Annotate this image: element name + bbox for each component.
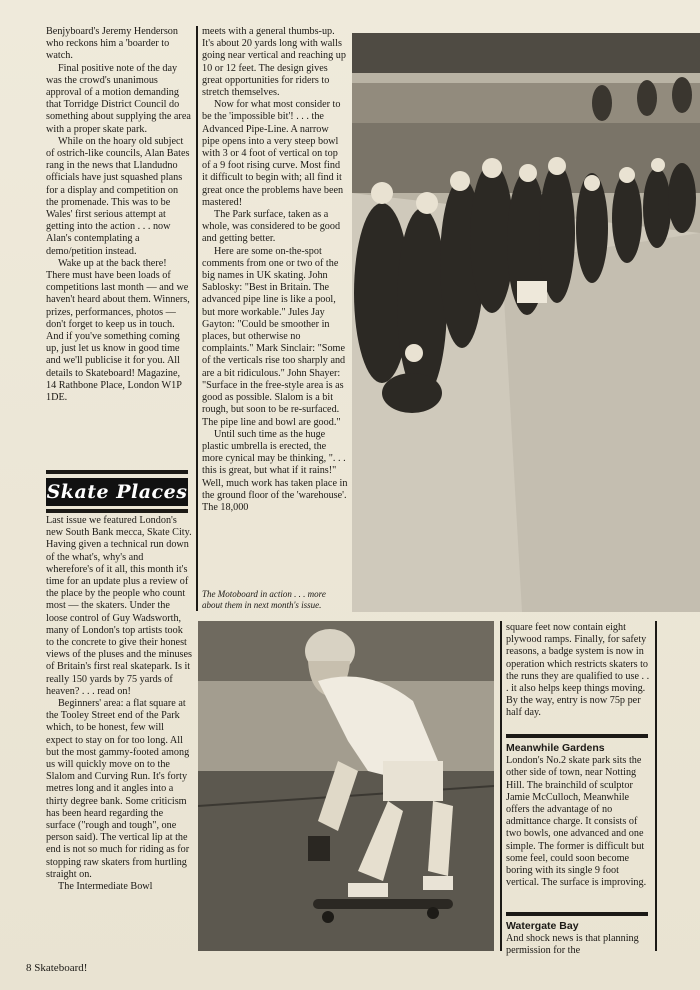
meanwhile-section [506,740,652,910]
divider-rule [46,470,188,474]
paragraph: The Intermediate Bowl [58,881,153,893]
crowd-photo-image [352,33,700,612]
column-1-bottom [46,515,192,955]
section-title-skate-places: Skate Places [46,478,188,506]
watergate-section [506,918,652,958]
paragraph: meets with a general thumbs-up. It's about 20 yards long with walls going near vertical and reaching up 10 or 12 feet. The design gives great opportunities for riders to stretch themselves. [202,26,346,99]
column-rule [655,621,657,951]
crowd-photo [352,33,700,612]
column-rule [196,26,198,611]
paragraph: Last issue we featured London's new South Bank mecca, Skate City. Having given a technical run down of the what's, why's and wherefore's of it all, this month it's time for an update plus a review of the place by the people who count most — the skaters. Under the loose control of Guy Wadsworth, many of London's top artists took to the concrete to give their honest views of the pluses and the minuses of Britain's first real skatepark. Is it really 150 yards by 75 yards of heaven? . . . read on! [46,515,192,697]
paragraph: And shock news is that planning permission for the [506,933,639,957]
column-1-top [46,26,192,468]
paragraph: Final positive note of the day was the crowd's unanimous approval of a motion demanding that Torridge District Council do something about supplying the area with a proper skate park. [46,62,191,135]
watergate-bay-title: Watergate Bay [506,920,579,932]
paragraph: Wake up at the back there! There must have been loads of competitions last month — and we haven't heard about them. Winners, prizes, performances, photos — don't forget to keep us in touch. And if you've something coming up, just let us know in good time and we'll publicise it for you. All details to Skateboard! Magazine, 14 Rathbone Place, London W1P 1DE. [46,257,190,404]
paragraph: square feet now contain eight plywood ramps. Finally, for safety reasons, a badge system is now in operation which restricts skaters to the runs they are qualified to use . . . it also helps keep things moving. By the way, entry is now 75p per half day. [506,622,650,719]
column-rule [500,621,502,951]
paragraph: While on the hoary old subject of ostrich-like councils, Alan Bates rang in the news that Llandudno officials have just squashed plans for a display and competition on the promenade. This was to be Wales' first serious attempt at getting into the action . . . now Alan's contemplating a demo/petition instead. [46,135,190,257]
divider-rule [506,734,648,738]
paragraph: Benjyboard's Jeremy Henderson who reckons him a 'boarder to watch. [46,26,178,62]
photo-caption: The Motoboard in action . . . more about them in next month's issue. [202,589,326,610]
divider-rule [506,912,648,916]
meanwhile-gardens-title: Meanwhile Gardens [506,742,605,754]
paragraph: London's No.2 skate park sits the other side of town, near Notting Hill. The brainchild of sculptor Jamie McCulloch, Meanwhile offers the advantage of no admittance charge. It consists of two bowls, one advanced and one simple. The former is difficult but some feel, could soon become boring with its single 9 foot vertical. The surface is improving. [506,755,647,889]
column-2 [202,26,348,586]
paragraph: Until such time as the huge plastic umbrella is erected, the more cynical may be thinking, ". . . this is great, but what if it rains!" Well, much work has taken place in the ground floor of the 'warehouse'. The 18,000 [202,428,348,513]
divider-rule [46,509,188,513]
skater-photo [198,621,494,951]
skater-photo-image [198,621,494,951]
paragraph: Beginners' area: a flat square at the Tooley Street end of the Park which, to be honest, few will expect to stay on for too long. All but the most gammy-footed among us will quickly move on to the Slalom and Curving Run. It's forty metres long and it angles into a thirty degree bank. Some criticism has been heard regarding the surface ("rough and tough", one person said). The vertical lip at the end is not so much for riding as for stopping raw skaters from hurtling straight on. [46,698,190,880]
page-footer: 8 Skateboard! [26,962,88,974]
paragraph: Now for what most consider to be the 'impossible bit'! . . . the Advanced Pipe-Line. A narrow pipe opens into a very steep bowl with 3 or 4 foot of vertical on top of a 9 foot rising curve. Most find it difficult to begin with; all find it great once the problems have been mastered! [202,99,344,208]
paragraph: The Park surface, taken as a whole, was considered to be good and getting better. [202,209,341,245]
paragraph: Here are some on-the-spot comments from one or two of the big names in UK skating. John Sablosky: "Best in Britain. The advanced pipe line is like a pool, but more workable." Jules Jay Gayton: "Could be smoother in places, but otherwise no complaints." Mark Sinclair: "Some of the verticals rise too sharply and are a bit ridiculous." John Shayer: "Surface in the free-style area is as good as possible. Slalom is a bit rough, but soon to be re-surfaced. The pipe line and bowl are good." [202,245,346,428]
